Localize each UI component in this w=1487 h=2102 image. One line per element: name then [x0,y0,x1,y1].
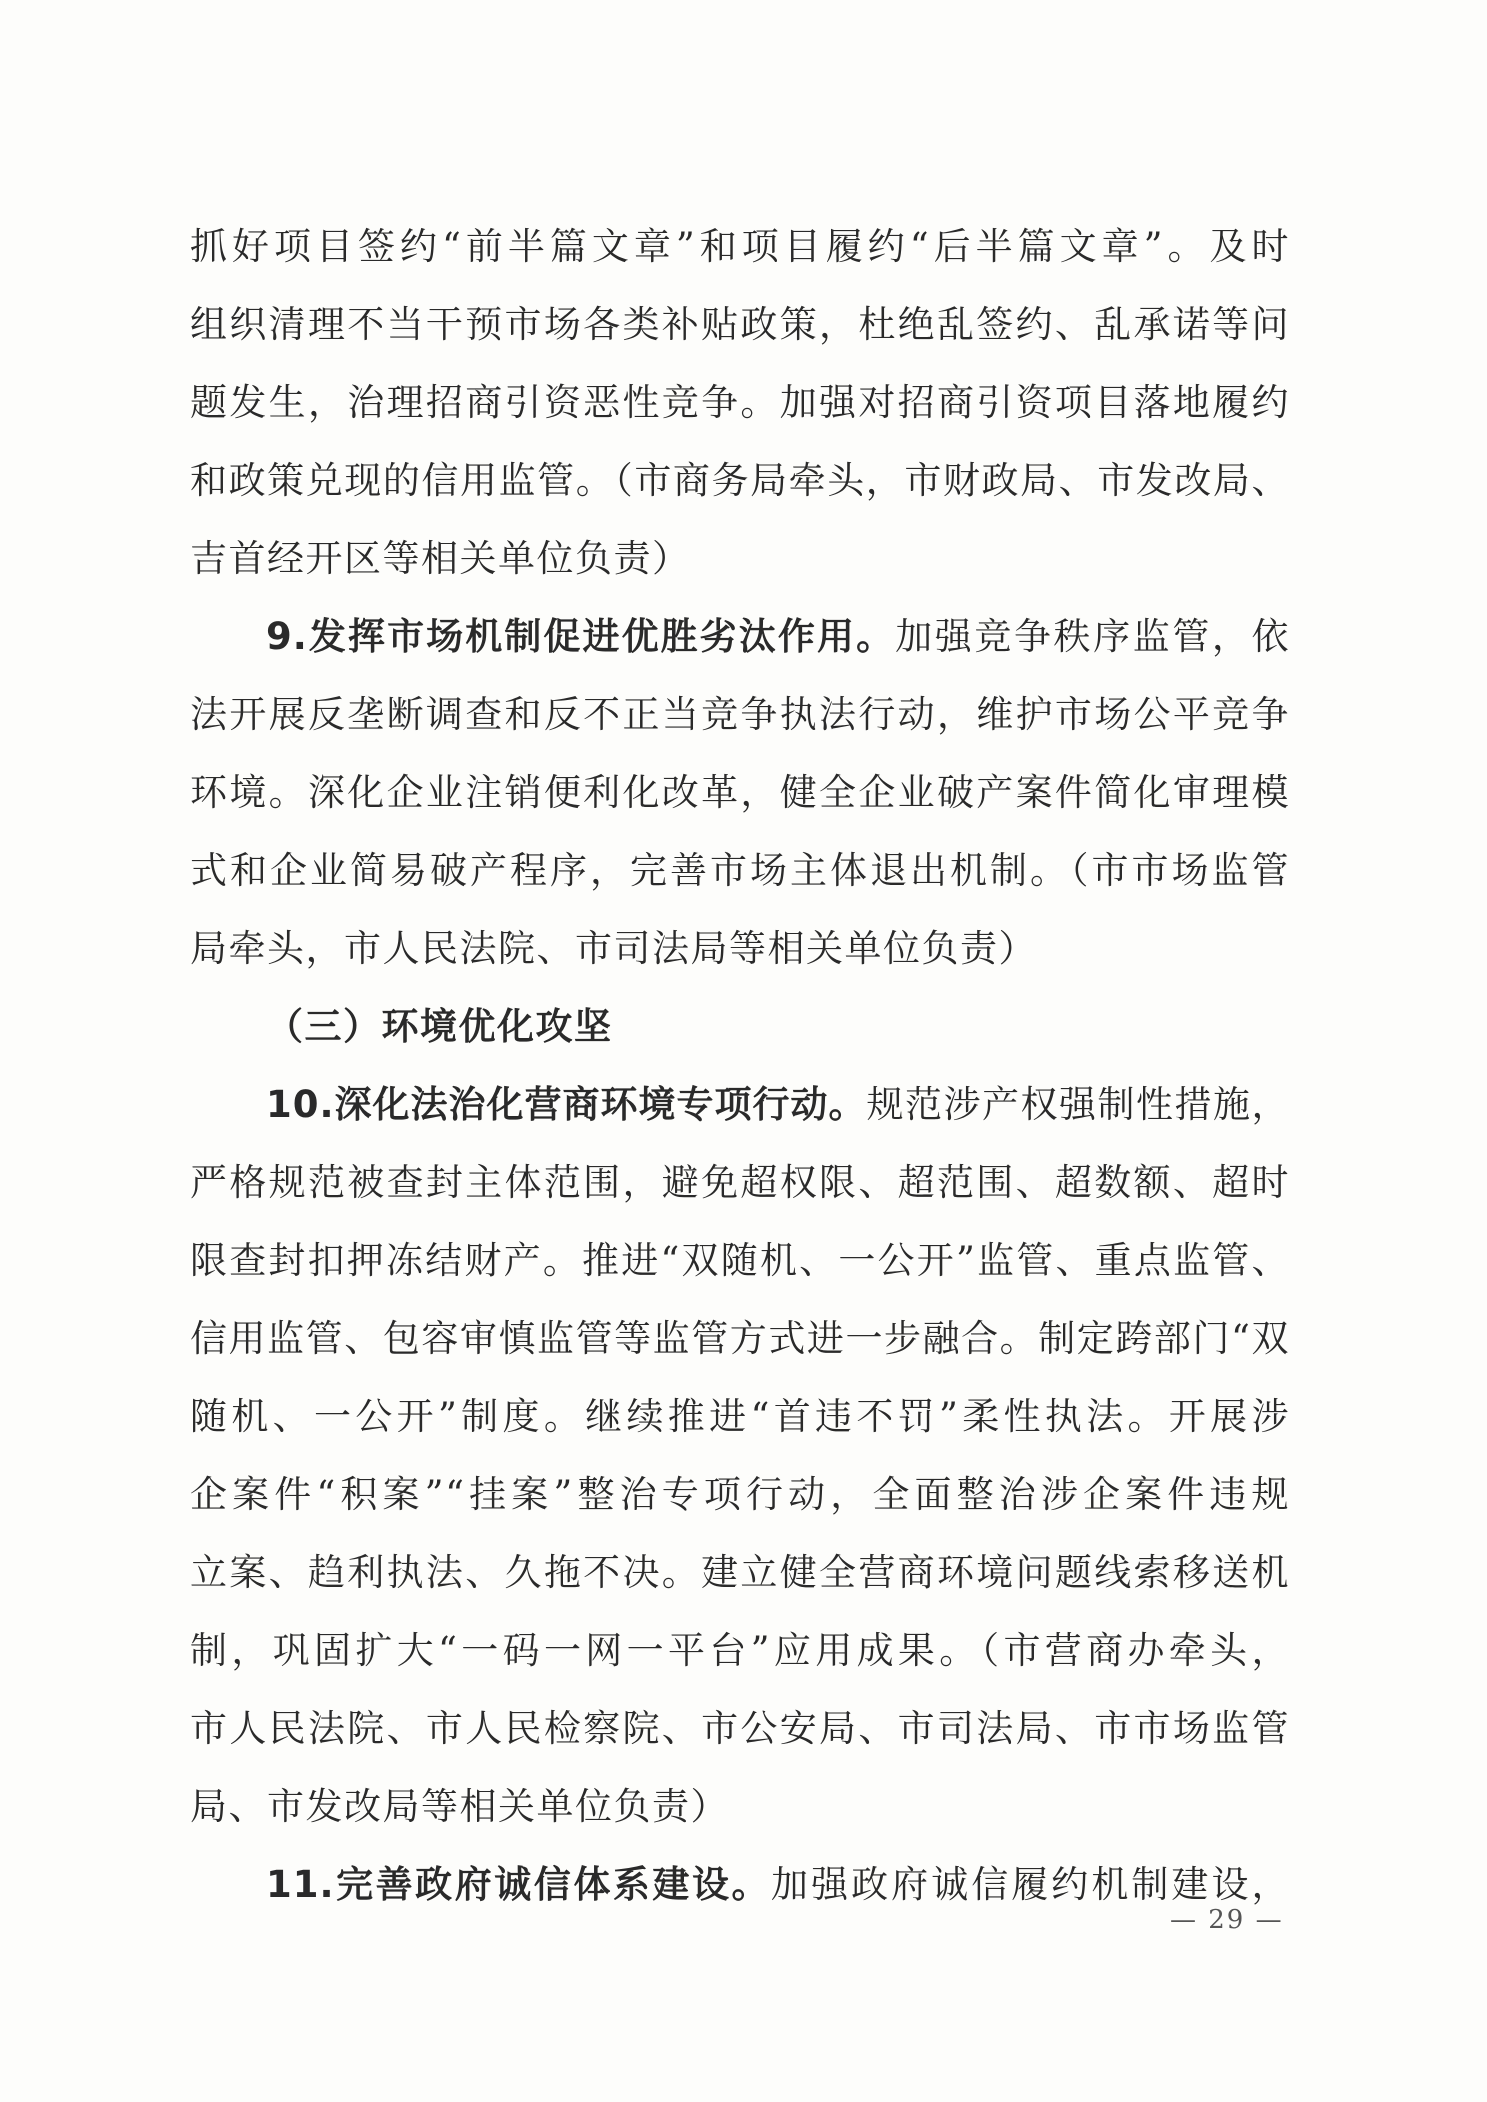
section-heading: （三）环境优化攻坚 [266,1005,613,1048]
document-body [190,225,1290,1941]
page-number: — 29 — [1170,1905,1284,1935]
item-10-text: 规范涉产权强制性措施， [866,1083,1291,1126]
paragraph-line: 法开展反垄断调查和反不正当竞争执法行动，维护市场公平竞争 [190,693,1290,736]
paragraph-line: 严格规范被查封主体范围，避免超权限、超范围、超数额、超时 [190,1161,1290,1204]
paragraph-line: 企案件“积案”“挂案”整治专项行动，全面整治涉企案件违规 [190,1473,1290,1516]
paragraph-line: 市人民法院、市人民检察院、市公安局、市司法局、市市场监管 [190,1707,1290,1750]
paragraph-line: 随机、一公开”制度。继续推进“首违不罚”柔性执法。开展涉 [190,1395,1290,1438]
item-10-heading: 10.深化法治化营商环境专项行动。 [266,1083,867,1126]
item-9-first-line [190,615,1290,658]
item-11-heading: 11.完善政府诚信体系建设。 [266,1863,772,1906]
item-10-first-line [190,1083,1290,1126]
item-9-text: 加强竞争秩序监管，依 [895,615,1290,658]
paragraph-line: 立案、趋利执法、久拖不决。建立健全营商环境问题线索移送机 [190,1551,1290,1594]
paragraph-line: 制，巩固扩大“一码一网一平台”应用成果。（市营商办牵头， [190,1629,1290,1672]
item-11-first-line [190,1863,1290,1906]
paragraph-line: 信用监管、包容审慎监管等监管方式进一步融合。制定跨部门“双 [190,1317,1290,1360]
paragraph-line: 抓好项目签约“前半篇文章”和项目履约“后半篇文章”。及时 [190,225,1290,268]
paragraph-line: 式和企业简易破产程序，完善市场主体退出机制。（市市场监管 [190,849,1290,892]
paragraph-line: 和政策兑现的信用监管。（市商务局牵头，市财政局、市发改局、 [190,459,1290,502]
paragraph-line: 题发生，治理招商引资恶性竞争。加强对招商引资项目落地履约 [190,381,1290,424]
paragraph-line: 环境。深化企业注销便利化改革，健全企业破产案件简化审理模 [190,771,1290,814]
paragraph-line: 局、市发改局等相关单位负责） [190,1785,729,1828]
item-11-text: 加强政府诚信履约机制建设， [771,1863,1291,1906]
paragraph-line: 局牵头，市人民法院、市司法局等相关单位负责） [190,927,1037,970]
item-9-heading: 9.发挥市场机制促进优胜劣汰作用。 [266,615,896,658]
paragraph-line: 吉首经开区等相关单位负责） [190,537,691,580]
paragraph-line: 限查封扣押冻结财产。推进“双随机、一公开”监管、重点监管、 [190,1239,1290,1282]
paragraph-line: 组织清理不当干预市场各类补贴政策，杜绝乱签约、乱承诺等问 [190,303,1290,346]
